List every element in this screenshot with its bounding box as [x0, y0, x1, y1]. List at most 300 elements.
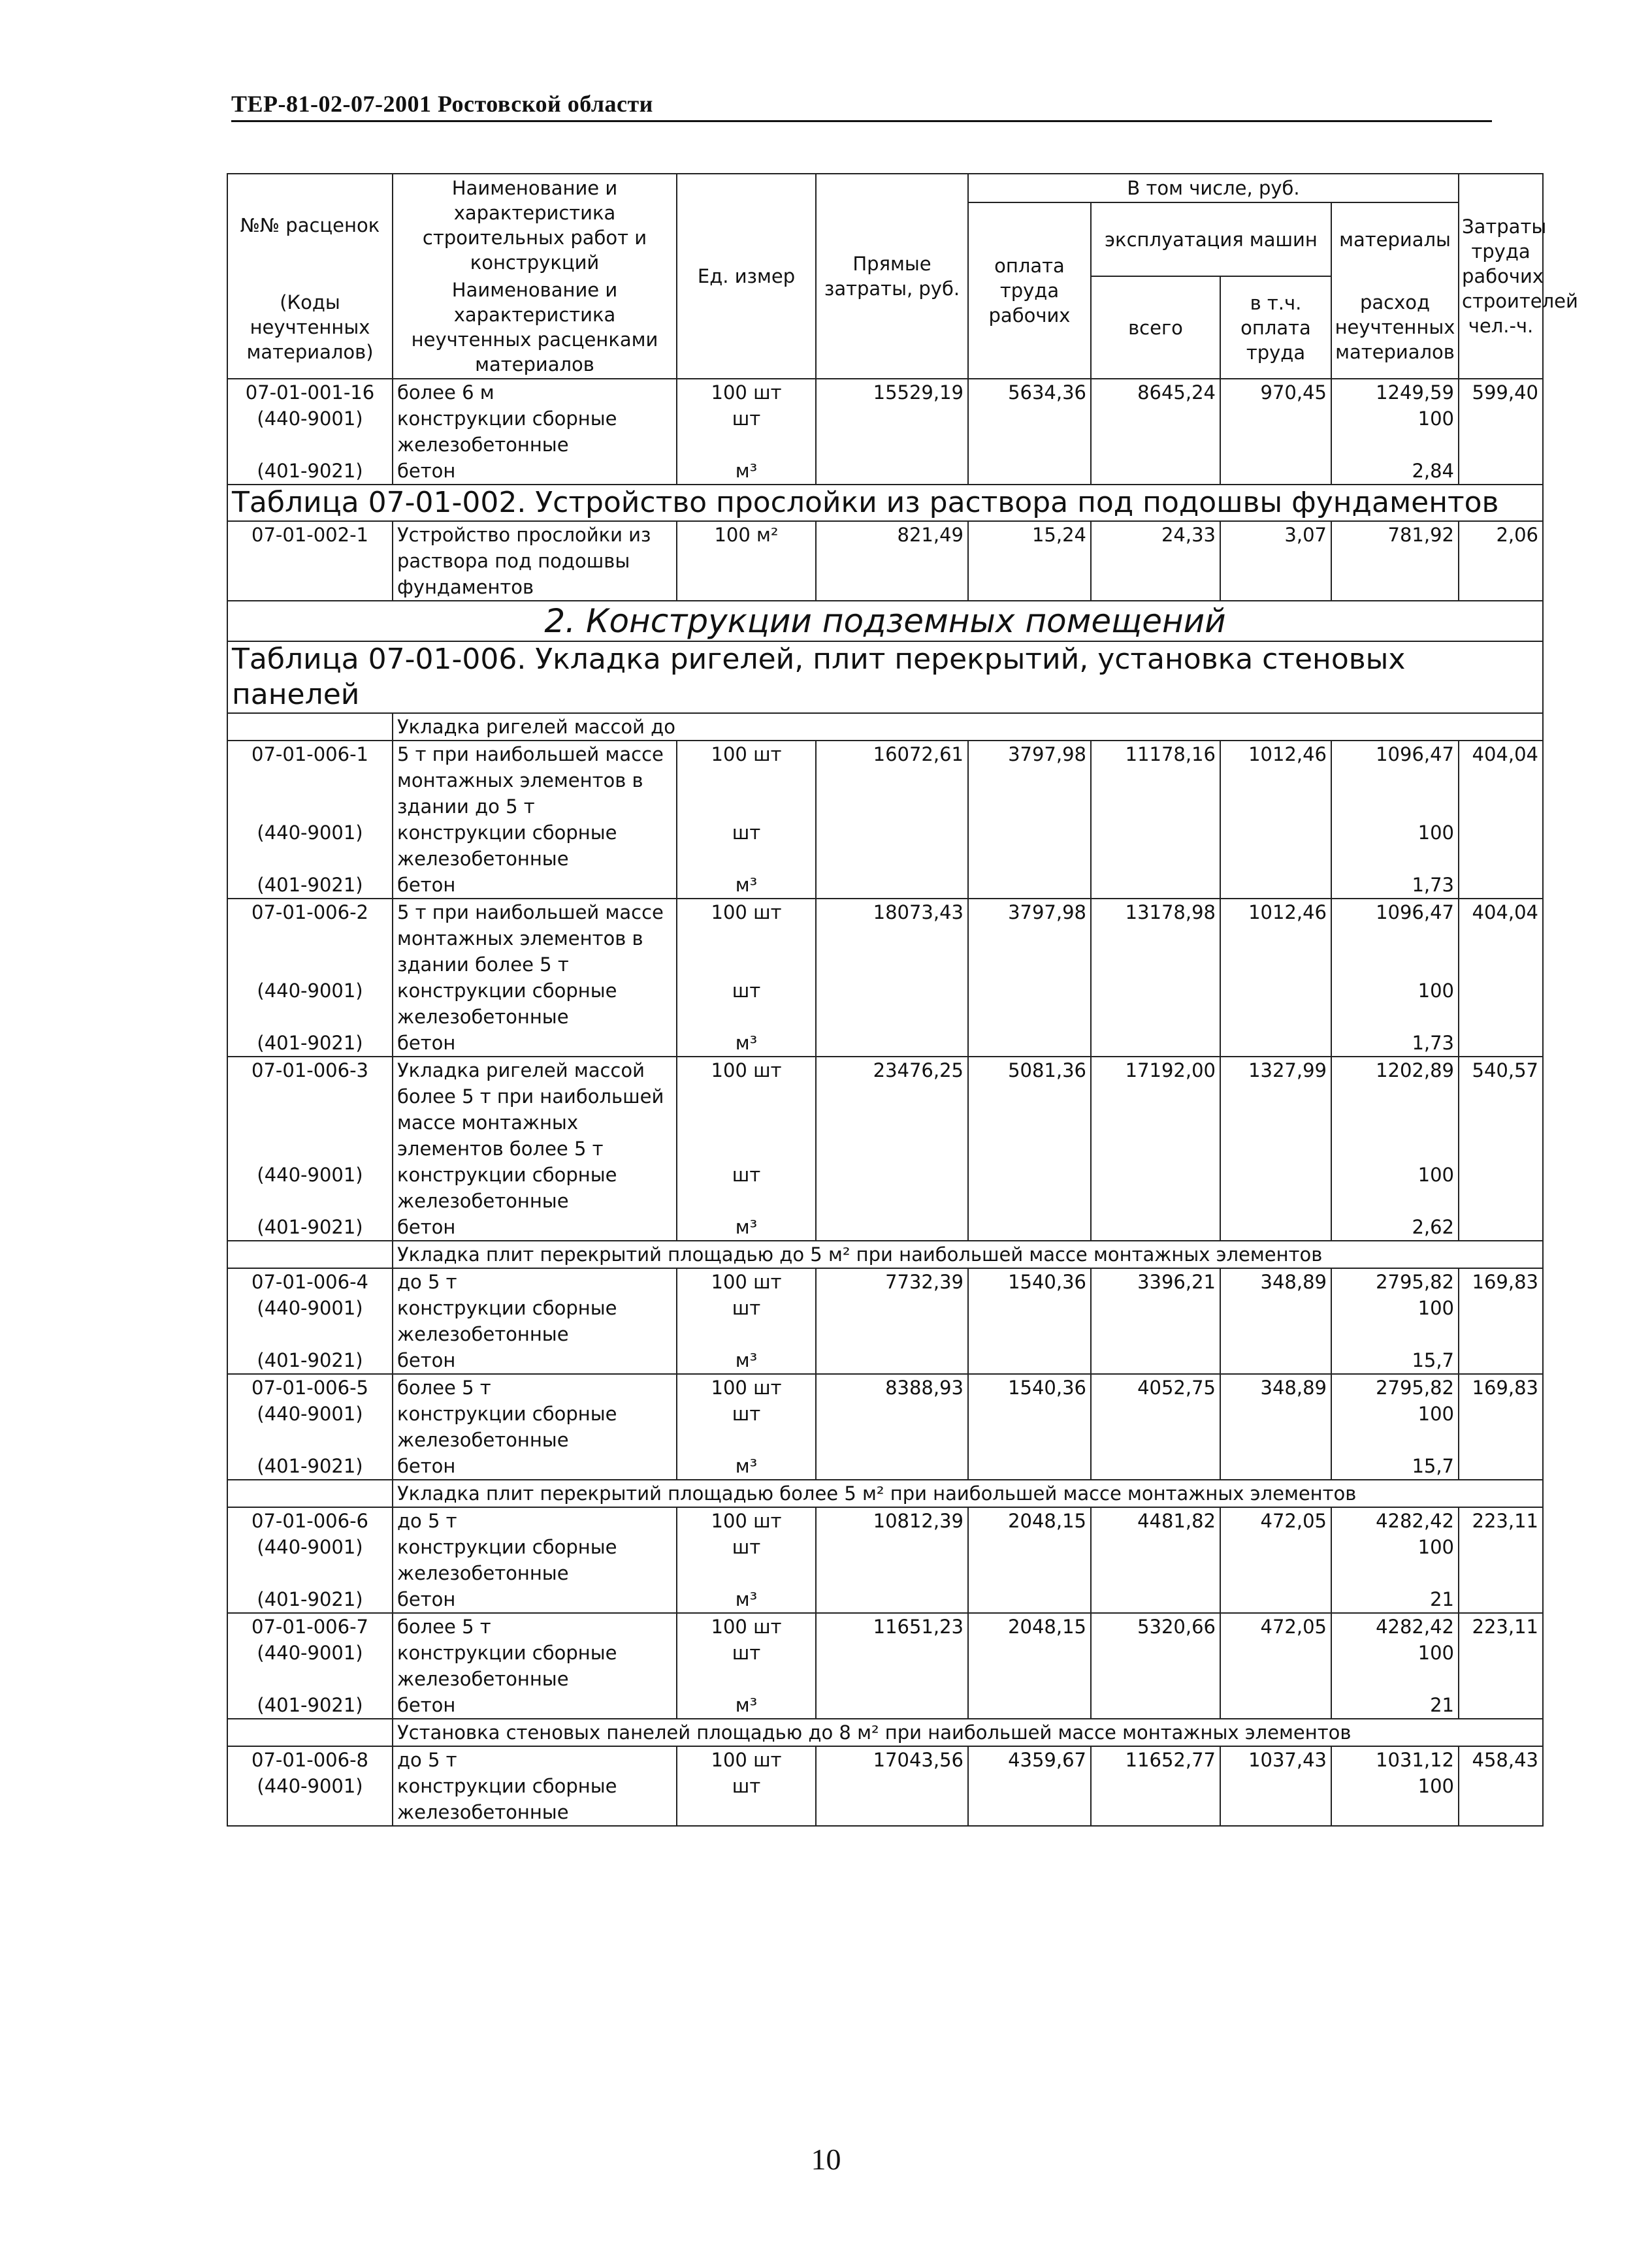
unit-cell: м³: [677, 1586, 816, 1613]
machines-labor-pay-cell: 1037,43: [1220, 1746, 1331, 1773]
col-materials-sub-header: расход неучтенных материалов: [1331, 276, 1459, 379]
direct-cost-cell: 15529,19: [816, 379, 968, 406]
work-name-cell: более 5 т: [393, 1613, 677, 1640]
subheader-blank: [227, 1480, 393, 1507]
unit-cell: шт: [677, 1640, 816, 1692]
labor-pay-cell: [968, 1453, 1091, 1480]
unit-cell: м³: [677, 872, 816, 899]
rate-code-cell: (401-9021): [227, 1347, 393, 1374]
work-name-cell: более 6 м: [393, 379, 677, 406]
unit-cell: 100 шт: [677, 1268, 816, 1295]
labor-hours-cell: [1459, 1453, 1543, 1480]
materials-cell: 100: [1331, 1534, 1459, 1586]
work-name-cell: бетон: [393, 1453, 677, 1480]
work-name-cell: бетон: [393, 1692, 677, 1719]
rate-code-cell: (440-9001): [227, 1401, 393, 1453]
labor-hours-cell: [1459, 1347, 1543, 1374]
machines-labor-pay-cell: [1220, 1401, 1331, 1453]
unit-cell: м³: [677, 1347, 816, 1374]
machines-labor-pay-cell: [1220, 1586, 1331, 1613]
machines-labor-pay-cell: [1220, 1692, 1331, 1719]
work-name-cell: конструкции сборные железобетонные: [393, 978, 677, 1030]
table-row: [227, 458, 1543, 485]
work-name-cell: конструкции сборные железобетонные: [393, 1534, 677, 1586]
machines-total-cell: [1091, 1534, 1220, 1586]
subheader-blank: [227, 1241, 393, 1268]
direct-cost-cell: [816, 1295, 968, 1347]
machines-total-cell: [1091, 406, 1220, 458]
direct-cost-cell: [816, 872, 968, 899]
table-row: [227, 872, 1543, 899]
machines-labor-pay-cell: [1220, 820, 1331, 872]
work-name-cell: конструкции сборные железобетонные: [393, 820, 677, 872]
machines-total-cell: [1091, 820, 1220, 872]
machines-labor-pay-cell: [1220, 1534, 1331, 1586]
rate-code-cell: (440-9001): [227, 1162, 393, 1214]
table-code: 07-01-006.: [368, 643, 526, 676]
labor-pay-cell: [968, 1773, 1091, 1826]
direct-cost-cell: 8388,93: [816, 1374, 968, 1401]
work-name-cell: конструкции сборные железобетонные: [393, 1162, 677, 1214]
table-row: [227, 1586, 1543, 1613]
machines-labor-pay-cell: [1220, 872, 1331, 899]
machines-labor-pay-cell: [1220, 1640, 1331, 1692]
direct-cost-cell: [816, 978, 968, 1030]
labor-pay-cell: [968, 820, 1091, 872]
col-name-sub-header: Наименование и характеристика неучтенных расценками материалов: [393, 276, 677, 379]
work-name-cell: бетон: [393, 872, 677, 899]
machines-total-cell: [1091, 1214, 1220, 1241]
col-machines-total-header: всего: [1091, 276, 1220, 379]
labor-hours-cell: 169,83: [1459, 1268, 1543, 1295]
direct-cost-cell: [816, 1640, 968, 1692]
labor-pay-cell: [968, 1640, 1091, 1692]
table-row: [227, 820, 1543, 872]
unit-cell: шт: [677, 1162, 816, 1214]
labor-pay-cell: [968, 1692, 1091, 1719]
machines-total-cell: [1091, 872, 1220, 899]
work-name-cell: Укладка ригелей массой более 5 т при наибольшей массе монтажных элементов более 5 т: [393, 1057, 677, 1162]
labor-pay-cell: 5081,36: [968, 1057, 1091, 1162]
rate-code-cell: (440-9001): [227, 1773, 393, 1826]
rate-code-cell: 07-01-006-3: [227, 1057, 393, 1162]
rate-code-cell: (401-9021): [227, 1030, 393, 1057]
work-name-cell: до 5 т: [393, 1507, 677, 1534]
machines-total-cell: [1091, 1162, 1220, 1214]
unit-cell: 100 шт: [677, 741, 816, 820]
col-materials-header: материалы: [1331, 202, 1459, 276]
labor-hours-cell: [1459, 978, 1543, 1030]
table-row: [227, 1453, 1543, 1480]
rate-code-cell: 07-01-006-2: [227, 899, 393, 978]
direct-cost-cell: [816, 1401, 968, 1453]
unit-cell: 100 шт: [677, 1374, 816, 1401]
labor-hours-cell: 2,06: [1459, 521, 1543, 601]
labor-pay-cell: [968, 458, 1091, 485]
machines-total-cell: 4481,82: [1091, 1507, 1220, 1534]
unit-cell: шт: [677, 1401, 816, 1453]
subheader-row: [227, 1480, 1543, 1507]
materials-cell: 4282,42: [1331, 1613, 1459, 1640]
table-row: [227, 379, 1543, 406]
table-heading-row: [227, 485, 1543, 521]
section-title: 2. Конструкции подземных помещений: [227, 601, 1543, 641]
labor-pay-cell: [968, 1295, 1091, 1347]
section-row: [227, 601, 1543, 641]
labor-pay-cell: 2048,15: [968, 1507, 1091, 1534]
labor-pay-cell: [968, 872, 1091, 899]
table-title: Укладка ригелей, плит перекрытий, установка стеновых панелей: [232, 643, 1406, 711]
table-row: [227, 899, 1543, 978]
direct-cost-cell: 7732,39: [816, 1268, 968, 1295]
unit-cell: 100 шт: [677, 1613, 816, 1640]
machines-total-cell: 13178,98: [1091, 899, 1220, 978]
unit-cell: 100 м²: [677, 521, 816, 601]
materials-cell: 100: [1331, 1162, 1459, 1214]
materials-cell: 100: [1331, 1640, 1459, 1692]
work-name-cell: бетон: [393, 1586, 677, 1613]
table-row: [227, 1268, 1543, 1295]
unit-cell: шт: [677, 1295, 816, 1347]
unit-cell: м³: [677, 1453, 816, 1480]
labor-pay-cell: 2048,15: [968, 1613, 1091, 1640]
unit-cell: м³: [677, 1692, 816, 1719]
machines-labor-pay-cell: 348,89: [1220, 1374, 1331, 1401]
rate-code-cell: (401-9021): [227, 1214, 393, 1241]
labor-hours-cell: [1459, 1773, 1543, 1826]
direct-cost-cell: 11651,23: [816, 1613, 968, 1640]
rate-code-cell: 07-01-006-8: [227, 1746, 393, 1773]
materials-cell: 1,73: [1331, 1030, 1459, 1057]
direct-cost-cell: [816, 1773, 968, 1826]
table-heading: [227, 641, 1543, 713]
rate-code-cell: (401-9021): [227, 1586, 393, 1613]
labor-hours-cell: [1459, 872, 1543, 899]
table-row: [227, 1640, 1543, 1692]
table-row: [227, 741, 1543, 820]
labor-hours-cell: 599,40: [1459, 379, 1543, 406]
col-code-sub-header: (Коды неучтенных материалов): [227, 276, 393, 379]
machines-total-cell: [1091, 1692, 1220, 1719]
work-name-cell: конструкции сборные железобетонные: [393, 1401, 677, 1453]
materials-cell: 2795,82: [1331, 1268, 1459, 1295]
rate-code-cell: 07-01-006-5: [227, 1374, 393, 1401]
materials-cell: 15,7: [1331, 1453, 1459, 1480]
direct-cost-cell: [816, 458, 968, 485]
col-code-header: №№ расценок: [227, 174, 393, 276]
work-name-cell: бетон: [393, 1030, 677, 1057]
machines-labor-pay-cell: [1220, 1347, 1331, 1374]
machines-labor-pay-cell: [1220, 1773, 1331, 1826]
direct-cost-cell: [816, 406, 968, 458]
direct-cost-cell: 18073,43: [816, 899, 968, 978]
rate-code-cell: (440-9001): [227, 1534, 393, 1586]
labor-hours-cell: [1459, 1295, 1543, 1347]
rate-code-cell: (401-9021): [227, 872, 393, 899]
direct-cost-cell: 23476,25: [816, 1057, 968, 1162]
materials-cell: 100: [1331, 820, 1459, 872]
subheader-blank: [227, 1719, 393, 1746]
labor-pay-cell: [968, 1347, 1091, 1374]
machines-total-cell: [1091, 978, 1220, 1030]
labor-pay-cell: 1540,36: [968, 1268, 1091, 1295]
materials-cell: 1096,47: [1331, 899, 1459, 978]
unit-cell: 100 шт: [677, 1057, 816, 1162]
table-row: [227, 1214, 1543, 1241]
machines-labor-pay-cell: [1220, 1162, 1331, 1214]
labor-pay-cell: [968, 1401, 1091, 1453]
machines-labor-pay-cell: 472,05: [1220, 1507, 1331, 1534]
labor-hours-cell: 169,83: [1459, 1374, 1543, 1401]
table-row: [227, 1534, 1543, 1586]
work-name-cell: до 5 т: [393, 1268, 677, 1295]
direct-cost-cell: [816, 1162, 968, 1214]
table-row: [227, 1295, 1543, 1347]
col-name-header: Наименование и характеристика строительных работ и конструкций: [393, 174, 677, 276]
unit-cell: 100 шт: [677, 899, 816, 978]
table-row: [227, 1507, 1543, 1534]
unit-cell: 100 шт: [677, 1507, 816, 1534]
work-name-cell: бетон: [393, 1214, 677, 1241]
work-name-cell: 5 т при наибольшей массе монтажных элементов в здании до 5 т: [393, 741, 677, 820]
machines-labor-pay-cell: 1012,46: [1220, 899, 1331, 978]
machines-total-cell: [1091, 1640, 1220, 1692]
table-row: [227, 1162, 1543, 1214]
labor-hours-cell: [1459, 1214, 1543, 1241]
rate-code-cell: (440-9001): [227, 978, 393, 1030]
materials-cell: 100: [1331, 1295, 1459, 1347]
labor-pay-cell: [968, 1162, 1091, 1214]
col-direct-header: Прямые затраты, руб.: [816, 174, 968, 379]
direct-cost-cell: [816, 1692, 968, 1719]
labor-hours-cell: [1459, 406, 1543, 458]
table-row: [227, 1613, 1543, 1640]
labor-hours-cell: [1459, 458, 1543, 485]
materials-cell: 100: [1331, 406, 1459, 458]
machines-labor-pay-cell: [1220, 1295, 1331, 1347]
labor-pay-cell: 3797,98: [968, 899, 1091, 978]
direct-cost-cell: [816, 1586, 968, 1613]
table-row: [227, 1401, 1543, 1453]
rate-code-cell: (401-9021): [227, 458, 393, 485]
table-row: [227, 978, 1543, 1030]
table-row: [227, 1692, 1543, 1719]
table-row: [227, 1030, 1543, 1057]
materials-cell: 1096,47: [1331, 741, 1459, 820]
direct-cost-cell: 821,49: [816, 521, 968, 601]
labor-pay-cell: [968, 978, 1091, 1030]
table-heading-row: [227, 641, 1543, 713]
table-row: [227, 1746, 1543, 1773]
unit-cell: шт: [677, 820, 816, 872]
materials-cell: 100: [1331, 978, 1459, 1030]
materials-cell: 2795,82: [1331, 1374, 1459, 1401]
labor-pay-cell: 4359,67: [968, 1746, 1091, 1773]
machines-labor-pay-cell: 348,89: [1220, 1268, 1331, 1295]
direct-cost-cell: 16072,61: [816, 741, 968, 820]
table-row: [227, 406, 1543, 458]
subheader-text: Установка стеновых панелей площадью до 8 м² при наибольшей массе монтажных элементов: [393, 1719, 1543, 1746]
machines-labor-pay-cell: 1327,99: [1220, 1057, 1331, 1162]
subheader-row: [227, 1719, 1543, 1746]
unit-cell: м³: [677, 1030, 816, 1057]
rate-code-cell: (440-9001): [227, 406, 393, 458]
unit-cell: шт: [677, 406, 816, 458]
direct-cost-cell: 10812,39: [816, 1507, 968, 1534]
labor-hours-cell: 404,04: [1459, 899, 1543, 978]
labor-hours-cell: 223,11: [1459, 1507, 1543, 1534]
materials-cell: 21: [1331, 1692, 1459, 1719]
machines-total-cell: [1091, 1401, 1220, 1453]
labor-pay-cell: [968, 1534, 1091, 1586]
table-row: [227, 1773, 1543, 1826]
direct-cost-cell: [816, 1534, 968, 1586]
machines-total-cell: 11652,77: [1091, 1746, 1220, 1773]
work-name-cell: конструкции сборные железобетонные: [393, 1640, 677, 1692]
materials-cell: 100: [1331, 1773, 1459, 1826]
unit-cell: шт: [677, 978, 816, 1030]
labor-hours-cell: [1459, 1534, 1543, 1586]
subheader-blank: [227, 713, 393, 741]
labor-hours-cell: [1459, 1162, 1543, 1214]
work-name-cell: 5 т при наибольшей массе монтажных элементов в здании более 5 т: [393, 899, 677, 978]
col-machines-header: эксплуатация машин: [1091, 202, 1331, 276]
materials-cell: 781,92: [1331, 521, 1459, 601]
labor-hours-cell: [1459, 1586, 1543, 1613]
machines-total-cell: [1091, 1347, 1220, 1374]
machines-total-cell: [1091, 1030, 1220, 1057]
rate-code-cell: 07-01-006-6: [227, 1507, 393, 1534]
rate-code-cell: 07-01-006-1: [227, 741, 393, 820]
table-label: Таблица: [232, 643, 359, 676]
table-row: [227, 1374, 1543, 1401]
subheader-row: [227, 713, 1543, 741]
direct-cost-cell: [816, 1214, 968, 1241]
machines-labor-pay-cell: [1220, 1214, 1331, 1241]
work-name-cell: бетон: [393, 458, 677, 485]
rates-table-body: [227, 379, 1543, 1826]
subheader-text: Укладка ригелей массой до: [393, 713, 1543, 741]
work-name-cell: более 5 т: [393, 1374, 677, 1401]
machines-total-cell: [1091, 1453, 1220, 1480]
machines-labor-pay-cell: [1220, 1030, 1331, 1057]
col-labor-cost-header: Затраты труда рабочих строителей чел.-ч.: [1459, 174, 1543, 379]
machines-total-cell: [1091, 1295, 1220, 1347]
labor-hours-cell: 458,43: [1459, 1746, 1543, 1773]
direct-cost-cell: [816, 1030, 968, 1057]
machines-labor-pay-cell: [1220, 458, 1331, 485]
labor-pay-cell: 3797,98: [968, 741, 1091, 820]
rates-table: [227, 173, 1578, 1827]
machines-total-cell: 4052,75: [1091, 1374, 1220, 1401]
materials-cell: 2,62: [1331, 1214, 1459, 1241]
labor-pay-cell: [968, 1030, 1091, 1057]
machines-total-cell: 24,33: [1091, 521, 1220, 601]
rate-code-cell: (401-9021): [227, 1692, 393, 1719]
subheader-row: [227, 1241, 1543, 1268]
table-row: [227, 1057, 1543, 1162]
rate-code-cell: (440-9001): [227, 1295, 393, 1347]
running-header: ТЕР-81-02-07-2001 Ростовской области: [231, 90, 1492, 122]
direct-cost-cell: [816, 820, 968, 872]
work-name-cell: конструкции сборные железобетонные: [393, 406, 677, 458]
rate-code-cell: (401-9021): [227, 1453, 393, 1480]
col-machines-labor-header: в т.ч. оплата труда: [1220, 276, 1331, 379]
rate-code-cell: (440-9001): [227, 1640, 393, 1692]
materials-cell: 21: [1331, 1586, 1459, 1613]
machines-total-cell: 8645,24: [1091, 379, 1220, 406]
machines-total-cell: 11178,16: [1091, 741, 1220, 820]
labor-hours-cell: 223,11: [1459, 1613, 1543, 1640]
unit-cell: шт: [677, 1534, 816, 1586]
unit-cell: 100 шт: [677, 1746, 816, 1773]
machines-labor-pay-cell: 1012,46: [1220, 741, 1331, 820]
rate-code-cell: 07-01-006-7: [227, 1613, 393, 1640]
machines-labor-pay-cell: [1220, 1453, 1331, 1480]
labor-pay-cell: 5634,36: [968, 379, 1091, 406]
machines-labor-pay-cell: 3,07: [1220, 521, 1331, 601]
machines-total-cell: 3396,21: [1091, 1268, 1220, 1295]
table-title: Устройство прослойки из раствора под подошвы фундаментов: [535, 486, 1499, 519]
machines-labor-pay-cell: 970,45: [1220, 379, 1331, 406]
col-labor-pay-header: оплата труда рабочих: [968, 202, 1091, 379]
labor-pay-cell: 15,24: [968, 521, 1091, 601]
direct-cost-cell: [816, 1347, 968, 1374]
col-unit-header: Ед. измер: [677, 174, 816, 379]
labor-hours-cell: [1459, 820, 1543, 872]
table-code: 07-01-002.: [368, 486, 526, 519]
subheader-text: Укладка плит перекрытий площадью до 5 м² при наибольшей массе монтажных элементов: [393, 1241, 1543, 1268]
labor-pay-cell: 1540,36: [968, 1374, 1091, 1401]
materials-cell: 2,84: [1331, 458, 1459, 485]
machines-total-cell: 5320,66: [1091, 1613, 1220, 1640]
materials-cell: 1202,89: [1331, 1057, 1459, 1162]
machines-total-cell: 17192,00: [1091, 1057, 1220, 1162]
machines-total-cell: [1091, 1773, 1220, 1826]
labor-hours-cell: [1459, 1692, 1543, 1719]
work-name-cell: Устройство прослойки из раствора под подошвы фундаментов: [393, 521, 677, 601]
work-name-cell: до 5 т: [393, 1746, 677, 1773]
table-row: [227, 1347, 1543, 1374]
machines-total-cell: [1091, 1586, 1220, 1613]
table-label: Таблица: [232, 486, 359, 519]
labor-hours-cell: [1459, 1401, 1543, 1453]
rate-code-cell: (440-9001): [227, 820, 393, 872]
labor-pay-cell: [968, 1214, 1091, 1241]
materials-cell: 100: [1331, 1401, 1459, 1453]
work-name-cell: бетон: [393, 1347, 677, 1374]
work-name-cell: конструкции сборные железобетонные: [393, 1773, 677, 1826]
table-row: [227, 521, 1543, 601]
page-number: 10: [811, 2143, 841, 2176]
labor-pay-cell: [968, 1586, 1091, 1613]
labor-hours-cell: 404,04: [1459, 741, 1543, 820]
rate-code-cell: 07-01-002-1: [227, 521, 393, 601]
materials-cell: 1,73: [1331, 872, 1459, 899]
machines-labor-pay-cell: [1220, 406, 1331, 458]
table-heading: [227, 485, 1543, 521]
labor-hours-cell: [1459, 1030, 1543, 1057]
machines-labor-pay-cell: 472,05: [1220, 1613, 1331, 1640]
labor-pay-cell: [968, 406, 1091, 458]
direct-cost-cell: 17043,56: [816, 1746, 968, 1773]
labor-hours-cell: 540,57: [1459, 1057, 1543, 1162]
machines-total-cell: [1091, 458, 1220, 485]
col-incl-header: В том числе, руб.: [968, 174, 1459, 202]
labor-hours-cell: [1459, 1640, 1543, 1692]
rate-code-cell: 07-01-001-16: [227, 379, 393, 406]
machines-labor-pay-cell: [1220, 978, 1331, 1030]
